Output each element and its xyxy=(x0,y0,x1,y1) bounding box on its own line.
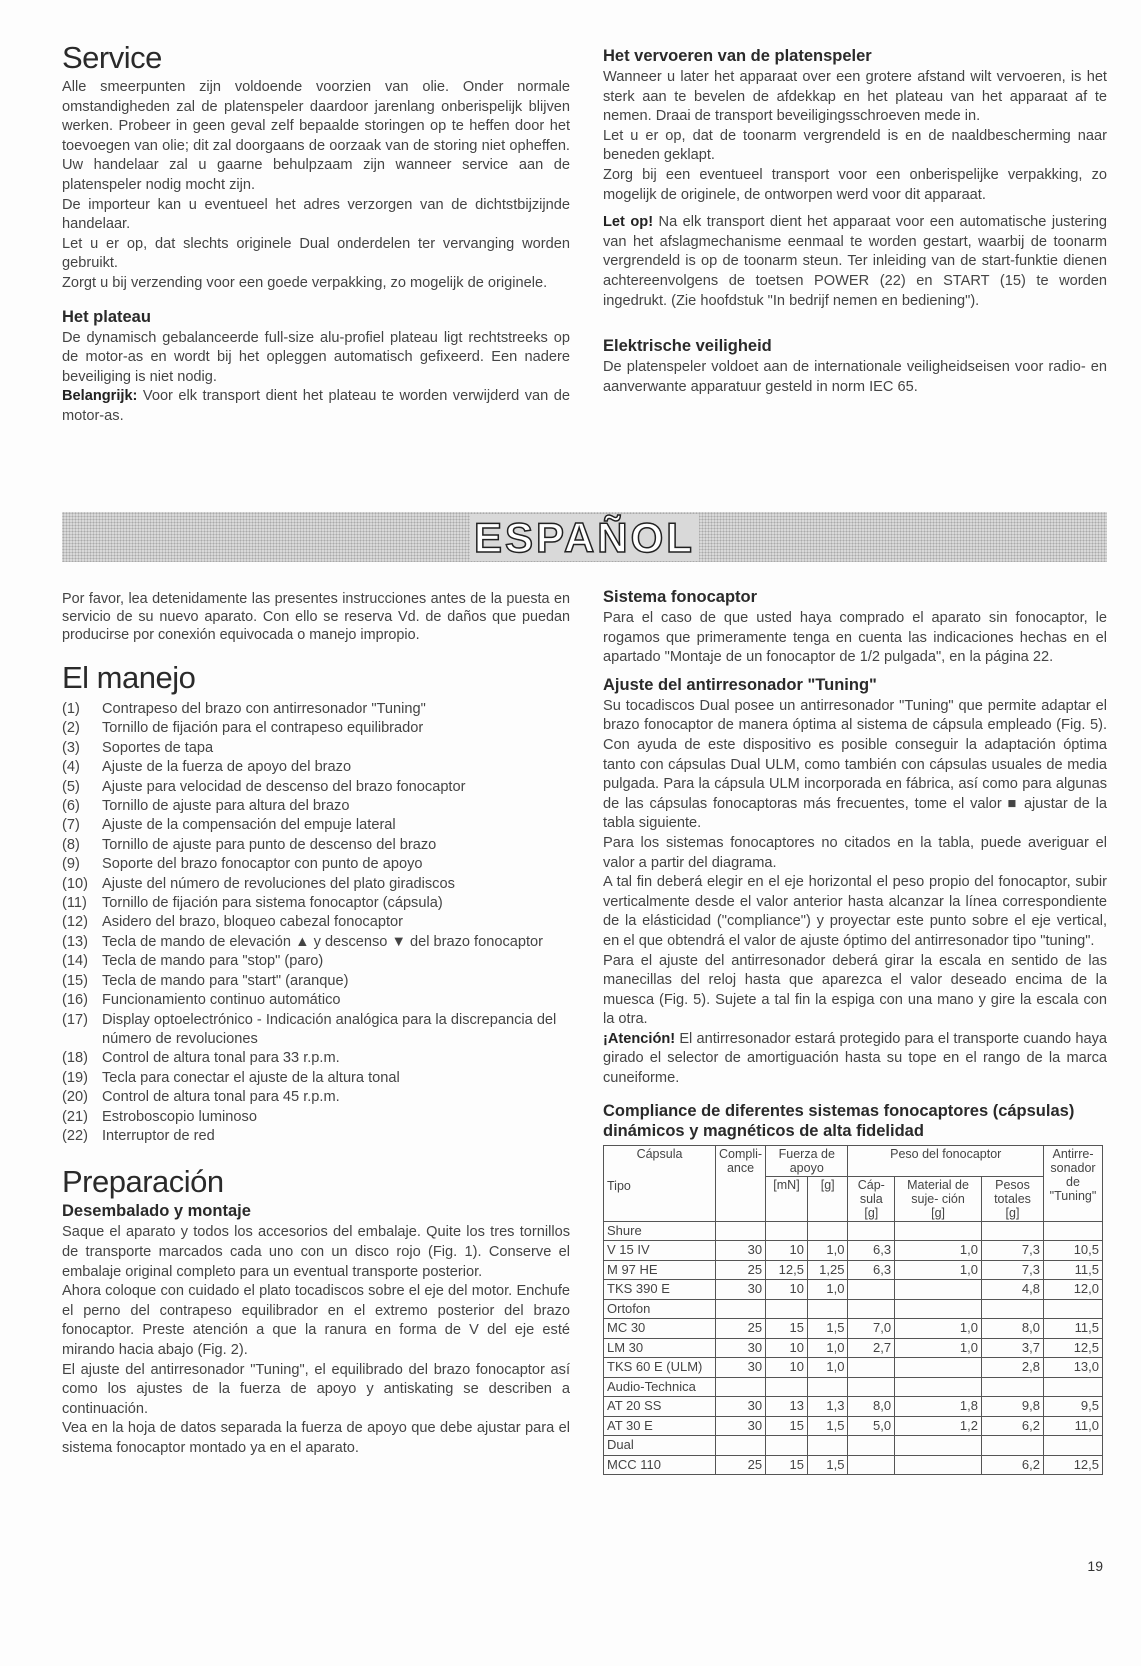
table-cell-tipo: Audio-Technica xyxy=(604,1377,716,1397)
table-cell-c: 30 xyxy=(716,1358,766,1378)
list-item xyxy=(62,700,570,719)
table-cell-g: 1,25 xyxy=(807,1260,848,1280)
table-cell-mn xyxy=(766,1221,808,1241)
table-cell-tun: 11,5 xyxy=(1044,1260,1103,1280)
item-number: (8) xyxy=(62,836,80,853)
table-cell-g: 1,5 xyxy=(807,1319,848,1339)
table-cell-mat xyxy=(895,1221,982,1241)
table-cell-g: 1,0 xyxy=(807,1241,848,1261)
table-cell-cap xyxy=(848,1299,895,1319)
table-cell-mn: 13 xyxy=(766,1397,808,1417)
ajuste-heading: Ajuste del antirresonador "Tuning" xyxy=(603,675,877,694)
table-cell-tipo: Dual xyxy=(604,1436,716,1456)
table-cell-tot: 4,8 xyxy=(981,1280,1043,1300)
table-cell-cap: 8,0 xyxy=(848,1397,895,1417)
table-cell-c: 30 xyxy=(716,1338,766,1358)
list-item xyxy=(62,739,570,758)
table-cell-tun xyxy=(1044,1299,1103,1319)
table-cell-mn: 10 xyxy=(766,1358,808,1378)
table-cell-c: 30 xyxy=(716,1241,766,1261)
item-text: Asidero del brazo, bloqueo cabezal fonocaptor xyxy=(102,914,403,931)
service-heading: Service xyxy=(62,40,162,75)
table-cell-c: 25 xyxy=(716,1319,766,1339)
table-cell-tipo: Shure xyxy=(604,1221,716,1241)
ajuste-section xyxy=(603,588,1107,1475)
table-cell-tipo: MCC 110 xyxy=(604,1455,716,1475)
item-text: Ajuste para velocidad de descenso del brazo fonocaptor xyxy=(102,778,466,795)
item-number: (9) xyxy=(62,856,80,873)
table-cell-tot: 9,8 xyxy=(981,1397,1043,1417)
table-cell-tipo: V 15 IV xyxy=(604,1241,716,1261)
table-cell-cap xyxy=(848,1280,895,1300)
table-cell-mn: 15 xyxy=(766,1319,808,1339)
table-cell-mat xyxy=(895,1280,982,1300)
table-cell-g: 1,0 xyxy=(807,1358,848,1378)
table-cell-mn: 12,5 xyxy=(766,1260,808,1280)
item-text: Tecla de mando para "start" (aranque) xyxy=(102,972,349,989)
table-cell-tun xyxy=(1044,1436,1103,1456)
item-text: Tecla de mando para "stop" (paro) xyxy=(102,953,324,970)
item-number: (10) xyxy=(62,875,88,892)
item-text: Tornillo de ajuste para altura del brazo xyxy=(102,798,350,815)
ajuste-paragraph-1: Su tocadiscos Dual posee un antirresonador "Tuning" que permite adaptar el brazo fonocaptor de manera óptima al sistema de cápsula empleado (Fig. 5). Con ayuda de este dispositivo es posible conseguir la adaptación óptima tanto con cápsulas Dual ULM, como también con cápsulas usuales de media pulgada. Para la cápsula ULM incorporada en fábrica, así como para algunas de las cápsulas fonocaptoras más frecuentes, tome el valor ■ ajustar de la tabla siguiente. xyxy=(603,697,1107,832)
item-number: (7) xyxy=(62,817,80,834)
sistema-paragraph: Para el caso de que usted haya comprado el aparato sin fonocaptor, le rogamos que primeramente tenga en cuenta las indicaciones hechas en el apartado "Montaje de un fonocaptor de 1/2 pulgada", en la página 22. xyxy=(603,610,1107,666)
table-cell-c xyxy=(716,1377,766,1397)
table-cell-tun: 11,0 xyxy=(1044,1416,1103,1436)
item-text: Tornillo de ajuste para punto de descenso del brazo xyxy=(102,836,437,853)
item-text: Soporte del brazo fonocaptor con punto de apoyo xyxy=(102,856,423,873)
table-cell-tun: 12,5 xyxy=(1044,1455,1103,1475)
table-cell-tipo: TKS 390 E xyxy=(604,1280,716,1300)
table-cell-g: 1,5 xyxy=(807,1416,848,1436)
table-cell-mat: 1,0 xyxy=(895,1319,982,1339)
table-cell-mat: 1,0 xyxy=(895,1260,982,1280)
list-item xyxy=(62,797,570,816)
item-text: Tornillo de fijación para el contrapeso equilibrador xyxy=(102,720,424,737)
item-number: (11) xyxy=(62,895,87,912)
item-number: (1) xyxy=(62,701,80,717)
item-number: (6) xyxy=(62,798,80,815)
service-paragraph-3: Let u er op, dat slechts originele Dual onderdelen ter vervanging worden gebruikt. xyxy=(62,235,570,272)
table-cell-mat: 1,0 xyxy=(895,1338,982,1358)
service-paragraph-1: Alle smeerpunten zijn voldoende voorzien van olie. Onder normale omstandigheden zal de platenspeler daardoor jarenlang onberispelijk blijven werken. Probeer in geen geval zelf bepaalde storingen op te heffen door het toevoegen van olie; dit zal doorgaans de oorzaak van de storing niet opheffen. Uw handelaar zal u gaarne behulpzaam zijn wanneer service aan de platenspeler nodig mocht zijn. xyxy=(62,79,570,193)
item-number: (13) xyxy=(62,933,88,950)
table-cell-tot: 7,3 xyxy=(981,1260,1043,1280)
table-cell-mat xyxy=(895,1299,982,1319)
letop-label: Let op! xyxy=(603,214,654,231)
table-cell-mn: 15 xyxy=(766,1416,808,1436)
item-number: (20) xyxy=(62,1089,88,1106)
header-tipo: Tipo xyxy=(607,1178,631,1193)
vervoeren-heading: Het vervoeren van de platenspeler xyxy=(603,47,872,65)
item-text: Funcionamiento continuo automático xyxy=(102,992,341,1009)
item-number: (3) xyxy=(62,739,80,756)
preparacion-paragraph-3: El ajuste del antirresonador "Tuning", el equilibrado del brazo fonocaptor así como los ajustes de la fuerza de apoyo y antiskating se describen a continuación. xyxy=(62,1361,570,1417)
service-paragraph-2: De importeur kan u eventueel het adres verzorgen van de dichtstbijzijnde handelaar. xyxy=(62,196,570,233)
letop-paragraph xyxy=(603,213,1107,311)
table-row xyxy=(604,1377,1103,1397)
list-item xyxy=(62,836,570,855)
table-cell-cap xyxy=(848,1221,895,1241)
veiligheid-paragraph: De platenspeler voldoet aan de internationale veiligheidseisen voor radio- en aanverwante apparatuur gesteld in norm IEC 65. xyxy=(603,359,1107,395)
table-cell-c: 30 xyxy=(716,1280,766,1300)
table-cell-g xyxy=(807,1221,848,1241)
table-cell-tun xyxy=(1044,1377,1103,1397)
table-cell-mn: 10 xyxy=(766,1338,808,1358)
item-text: Ajuste de la fuerza de apoyo del brazo xyxy=(102,759,352,776)
list-item xyxy=(62,952,570,971)
item-text: Display optoelectrónico - Indicación analógica para la discrepancia del número de revoluciones xyxy=(102,1011,557,1047)
table-cell-g: 1,3 xyxy=(807,1397,848,1417)
table-cell-cap xyxy=(848,1377,895,1397)
list-item xyxy=(62,972,570,991)
list-item xyxy=(62,1108,570,1127)
banner-title: ESPAÑOL xyxy=(470,514,699,561)
vervoeren-section xyxy=(603,47,1107,397)
table-cell-tot xyxy=(981,1377,1043,1397)
table-row xyxy=(604,1338,1103,1358)
table-cell-tipo: M 97 HE xyxy=(604,1260,716,1280)
item-number: (4) xyxy=(62,759,80,776)
table-cell-c: 25 xyxy=(716,1455,766,1475)
table-cell-tot: 8,0 xyxy=(981,1319,1043,1339)
table-cell-tun: 12,0 xyxy=(1044,1280,1103,1300)
item-number: (21) xyxy=(62,1108,88,1125)
table-cell-g xyxy=(807,1436,848,1456)
table-cell-tipo: TKS 60 E (ULM) xyxy=(604,1358,716,1378)
table-cell-cap: 6,3 xyxy=(848,1241,895,1261)
table-cell-mn xyxy=(766,1377,808,1397)
table-row xyxy=(604,1436,1103,1456)
header-mn: [mN] xyxy=(766,1176,808,1221)
table-cell-tipo: AT 30 E xyxy=(604,1416,716,1436)
language-banner xyxy=(62,512,1107,562)
table-cell-tipo: AT 20 SS xyxy=(604,1397,716,1417)
table-cell-tot xyxy=(981,1436,1043,1456)
important-label: Belangrijk: xyxy=(62,388,138,405)
compliance-table xyxy=(603,1145,1103,1476)
preparacion-paragraph-2: Ahora coloque con cuidado el plato tocadiscos sobre el eje del motor. Enchufe el perno del contrapeso equilibrador en el extremo posterior del brazo fonocaptor. Preste atención a que la ranura en forma de V del eje esté mirando hacia abajo (Fig. 2). xyxy=(62,1283,570,1358)
item-text: Tornillo de fijación para sistema fonocaptor (cápsula) xyxy=(102,895,443,912)
table-row xyxy=(604,1319,1103,1339)
item-text: Ajuste del número de revoluciones del plato giradiscos xyxy=(102,875,455,892)
table-cell-cap: 7,0 xyxy=(848,1319,895,1339)
item-number: (22) xyxy=(62,1127,88,1144)
service-section xyxy=(62,40,570,427)
table-cell-g xyxy=(807,1299,848,1319)
table-row xyxy=(604,1455,1103,1475)
ajuste-paragraph-2: Para los sistemas fonocaptores no citados en la tabla, puede averiguar el valor a partir del diagrama. xyxy=(603,834,1107,871)
plateau-heading: Het plateau xyxy=(62,307,151,326)
list-item xyxy=(62,719,570,738)
item-text: Control de altura tonal para 33 r.p.m. xyxy=(102,1050,340,1067)
veiligheid-heading: Elektrische veiligheid xyxy=(603,337,772,356)
table-cell-g: 1,5 xyxy=(807,1455,848,1475)
compliance-heading: Compliance de diferentes sistemas fonocaptores (cápsulas) dinámicos y magnéticos de alta fidelidad xyxy=(603,1101,1075,1140)
table-cell-tot xyxy=(981,1299,1043,1319)
header-compliance: Compli- ance xyxy=(716,1145,766,1221)
parts-list xyxy=(62,700,570,1146)
atencion-text: El antirresonador estará protegido para el transporte cuando haya girado el selector de amortiguación hasta su tope en el rango de la marca cuneiforme. xyxy=(603,1030,1107,1087)
table-cell-cap: 6,3 xyxy=(848,1260,895,1280)
table-cell-tun: 12,5 xyxy=(1044,1338,1103,1358)
table-cell-mn xyxy=(766,1436,808,1456)
item-number: (16) xyxy=(62,992,88,1009)
table-cell-mn: 15 xyxy=(766,1455,808,1475)
table-cell-g: 1,0 xyxy=(807,1338,848,1358)
table-cell-tot: 6,2 xyxy=(981,1455,1043,1475)
item-number: (18) xyxy=(62,1050,88,1067)
intro-paragraph: Por favor, lea detenidamente las presentes instrucciones antes de la puesta en servicio de su nuevo aparato. Con ello se reserva Vd. de daños que puedan producirse por conexión equivocada o manejo impropio. xyxy=(62,591,570,643)
item-text: Soportes de tapa xyxy=(102,739,214,756)
table-cell-c xyxy=(716,1436,766,1456)
list-item xyxy=(62,913,570,932)
item-number: (15) xyxy=(62,972,88,989)
table-cell-g xyxy=(807,1377,848,1397)
table-cell-c: 30 xyxy=(716,1416,766,1436)
ajuste-paragraph-4: Para el ajuste del antirresonador deberá girar la escala en sentido de las manecillas del reloj hasta que aparezca el valor deseado encima de la muesca (Fig. 5). Sujete a tal fin la espiga con una mano y gire la escala con la otra. xyxy=(603,952,1107,1028)
table-cell-tot: 3,7 xyxy=(981,1338,1043,1358)
vervoeren-paragraph-2: Let u er op, dat de toonarm vergrendeld is en de naaldbescherming naar beneden geklapt. xyxy=(603,127,1107,164)
letop-text: Na elk transport dient het apparaat voor een automatische justering van het afslagmechanisme eenmaal te worden gestart, waarbij de toonarm vergrendeld is op de toonarm steun. Ter inleiding van de start-funktie dienen achtereenvolgens de toetsen POWER (22) en START (15) te worden ingedrukt. (Zie hoofdstuk "In bedrijf nemen en bediening"). xyxy=(603,214,1107,309)
list-item xyxy=(62,1088,570,1107)
header-capsula: Cápsula xyxy=(636,1146,683,1161)
page-number: 19 xyxy=(1087,1558,1103,1574)
table-row xyxy=(604,1260,1103,1280)
plateau-paragraph: De dynamisch gebalanceerde full-size alu-profiel plateau ligt rechtstreeks op de motor-as en wordt bij het opleggen automatisch gefixeerd. Een nadere beveiliging is niet nodig. xyxy=(62,329,570,385)
atencion-label: ¡Atención! xyxy=(603,1030,676,1047)
table-cell-cap xyxy=(848,1436,895,1456)
list-item xyxy=(62,1069,570,1088)
manejo-heading: El manejo xyxy=(62,660,196,695)
desembalado-heading: Desembalado y montaje xyxy=(62,1202,251,1221)
table-cell-mat xyxy=(895,1455,982,1475)
table-cell-tot: 2,8 xyxy=(981,1358,1043,1378)
header-material: Material de suje- ción [g] xyxy=(895,1176,982,1221)
list-item xyxy=(62,875,570,894)
list-item xyxy=(62,1011,570,1050)
list-item xyxy=(62,933,570,952)
table-row xyxy=(604,1397,1103,1417)
table-cell-mat xyxy=(895,1358,982,1378)
table-cell-mat xyxy=(895,1377,982,1397)
table-cell-mn: 10 xyxy=(766,1280,808,1300)
preparacion-heading: Preparación xyxy=(62,1164,224,1200)
table-cell-mn: 10 xyxy=(766,1241,808,1261)
important-text: Voor elk transport dient het plateau te worden verwijderd van de motor-as. xyxy=(62,388,570,424)
preparacion-paragraph-4: Vea en la hoja de datos separada la fuerza de apoyo que debe ajustar para el sistema fonocaptor montado ya en el aparato. xyxy=(62,1420,570,1456)
plateau-important xyxy=(62,387,570,426)
list-item xyxy=(62,1049,570,1068)
item-text: Tecla de mando de elevación ▲ y descenso ▼ del brazo fonocaptor xyxy=(102,933,544,950)
header-peso: Peso del fonocaptor xyxy=(848,1145,1044,1176)
table-cell-tipo: Ortofon xyxy=(604,1299,716,1319)
table-row xyxy=(604,1358,1103,1378)
header-capsula-col: Cáp- sula [g] xyxy=(848,1176,895,1221)
header-capsula-tipo xyxy=(604,1145,716,1221)
table-row xyxy=(604,1280,1103,1300)
item-text: Tecla para conectar el ajuste de la altura tonal xyxy=(102,1069,400,1086)
vervoeren-paragraph-3: Zorg bij een eventueel transport voor een onberispelijke verpakking, zo mogelijk de originele, de ontworpen werd voor dit apparaat. xyxy=(603,166,1107,203)
table-cell-c: 25 xyxy=(716,1260,766,1280)
item-text: Interruptor de red xyxy=(102,1127,215,1144)
list-item xyxy=(62,816,570,835)
item-number: (14) xyxy=(62,953,88,970)
table-cell-mat xyxy=(895,1436,982,1456)
table-row xyxy=(604,1299,1103,1319)
header-antirresonador: Antirre- sonador de "Tuning" xyxy=(1044,1145,1103,1221)
table-cell-mat: 1,0 xyxy=(895,1241,982,1261)
sistema-heading: Sistema fonocaptor xyxy=(603,588,758,606)
table-cell-tipo: MC 30 xyxy=(604,1319,716,1339)
service-paragraph-4: Zorgt u bij verzending voor een goede verpakking, zo mogelijk de originele. xyxy=(62,274,548,291)
list-item xyxy=(62,1127,570,1146)
item-number: (2) xyxy=(62,720,80,737)
item-text: Ajuste de la compensación del empuje lateral xyxy=(102,817,396,834)
table-cell-mn xyxy=(766,1299,808,1319)
item-text: Control de altura tonal para 45 r.p.m. xyxy=(102,1089,340,1106)
item-number: (5) xyxy=(62,778,80,795)
item-text: Contrapeso del brazo con antirresonador "Tuning" xyxy=(102,701,426,717)
ajuste-paragraph-3: A tal fin deberá elegir en el eje horizontal el peso propio del fonocaptor, subir verticalmente desde el valor anterior hasta alcanzar la línea correspondiente de la elásticidad ("compliance") y proyectar este punto sobre el eje vertical, en el que obtendrá el valor de ajuste óptimo del antirresonador tipo "tuning". xyxy=(603,874,1107,949)
item-text: Estroboscopio luminoso xyxy=(102,1108,257,1125)
table-cell-c xyxy=(716,1299,766,1319)
list-item xyxy=(62,855,570,874)
list-item xyxy=(62,991,570,1010)
table-cell-tun: 10,5 xyxy=(1044,1241,1103,1261)
table-cell-tun: 13,0 xyxy=(1044,1358,1103,1378)
item-number: (17) xyxy=(62,1011,88,1028)
header-pesos: Pesos totales [g] xyxy=(981,1176,1043,1221)
list-item xyxy=(62,894,570,913)
table-cell-cap: 2,7 xyxy=(848,1338,895,1358)
table-cell-cap xyxy=(848,1455,895,1475)
preparacion-paragraph-1: Saque el aparato y todos los accesorios del embalaje. Quite los tres tornillos de transporte marcados cada uno con un disco rojo (Fig. 1). Conserve el embalaje original completo para un eventual transporte posterior. xyxy=(62,1224,570,1280)
vervoeren-paragraph-1: Wanneer u later het apparaat over een grotere afstand wilt vervoeren, is het sterk aan te bevelen de afdekkap en het plateau van het apparaat af te nemen. Draai de transport beveiligingsschroeven mede in. xyxy=(603,69,1107,125)
atencion-paragraph xyxy=(603,1030,1107,1089)
table-cell-tun: 9,5 xyxy=(1044,1397,1103,1417)
table-cell-tipo: LM 30 xyxy=(604,1338,716,1358)
table-cell-cap: 5,0 xyxy=(848,1416,895,1436)
table-cell-tot xyxy=(981,1221,1043,1241)
table-cell-c: 30 xyxy=(716,1397,766,1417)
table-cell-g: 1,0 xyxy=(807,1280,848,1300)
header-fuerza: Fuerza de apoyo xyxy=(766,1145,848,1176)
manejo-section xyxy=(62,590,570,1458)
table-cell-c xyxy=(716,1221,766,1241)
table-row xyxy=(604,1416,1103,1436)
table-row xyxy=(604,1221,1103,1241)
table-cell-tot: 6,2 xyxy=(981,1416,1043,1436)
header-g: [g] xyxy=(807,1176,848,1221)
table-cell-tun xyxy=(1044,1221,1103,1241)
item-number: (19) xyxy=(62,1069,88,1086)
table-cell-tun: 11,5 xyxy=(1044,1319,1103,1339)
item-number: (12) xyxy=(62,914,88,931)
list-item xyxy=(62,758,570,777)
table-row xyxy=(604,1241,1103,1261)
table-cell-cap xyxy=(848,1358,895,1378)
table-cell-tot: 7,3 xyxy=(981,1241,1043,1261)
table-cell-mat: 1,2 xyxy=(895,1416,982,1436)
list-item xyxy=(62,778,570,797)
table-cell-mat: 1,8 xyxy=(895,1397,982,1417)
